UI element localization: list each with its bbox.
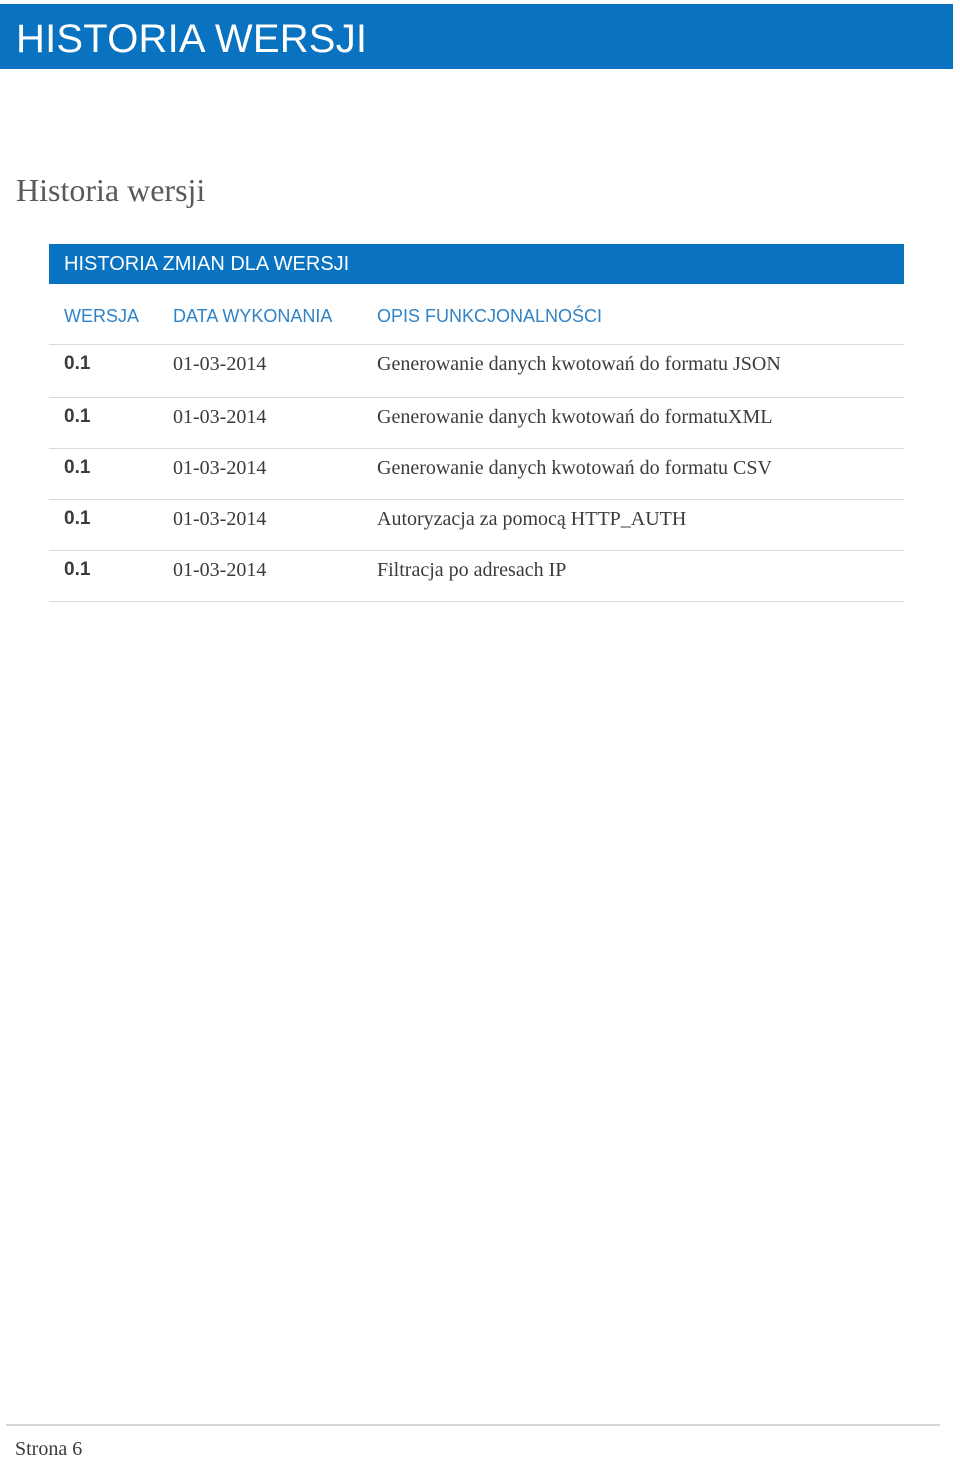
footer-divider xyxy=(6,1424,940,1426)
column-header-description: OPIS FUNKCJONALNOŚCI xyxy=(377,306,603,326)
row-date: 01-03-2014 xyxy=(173,353,267,375)
row-version: 0.1 xyxy=(64,353,91,374)
row-description: Filtracja po adresach IP xyxy=(377,559,567,581)
page-header-title: HISTORIA WERSJI xyxy=(16,17,368,61)
row-date: 01-03-2014 xyxy=(173,457,267,479)
column-header-date: DATA WYKONANIA xyxy=(173,306,333,326)
column-header-version: WERSJA xyxy=(64,306,140,326)
row-description: Autoryzacja za pomocą HTTP_AUTH xyxy=(377,508,687,530)
version-history-table xyxy=(49,244,904,602)
section-heading: Historia wersji xyxy=(16,172,206,208)
table-row xyxy=(49,551,904,602)
table-banner xyxy=(49,244,904,284)
table-row xyxy=(49,449,904,500)
table-row xyxy=(49,500,904,551)
row-description: Generowanie danych kwotowań do formatu CSV xyxy=(377,457,772,479)
row-version: 0.1 xyxy=(64,508,91,529)
table-column-headers xyxy=(49,284,904,345)
row-date: 01-03-2014 xyxy=(173,508,267,530)
row-description: Generowanie danych kwotowań do formatuXML xyxy=(377,406,773,428)
page-number: Strona 6 xyxy=(15,1438,83,1460)
row-date: 01-03-2014 xyxy=(173,559,267,581)
row-version: 0.1 xyxy=(64,406,91,427)
table-banner-label: HISTORIA ZMIAN DLA WERSJI xyxy=(64,253,350,275)
page-header xyxy=(0,4,953,69)
table-row xyxy=(49,345,904,398)
table-row xyxy=(49,398,904,449)
row-description: Generowanie danych kwotowań do formatu JSON xyxy=(377,353,781,375)
row-date: 01-03-2014 xyxy=(173,406,267,428)
row-version: 0.1 xyxy=(64,457,91,478)
row-version: 0.1 xyxy=(64,559,91,580)
